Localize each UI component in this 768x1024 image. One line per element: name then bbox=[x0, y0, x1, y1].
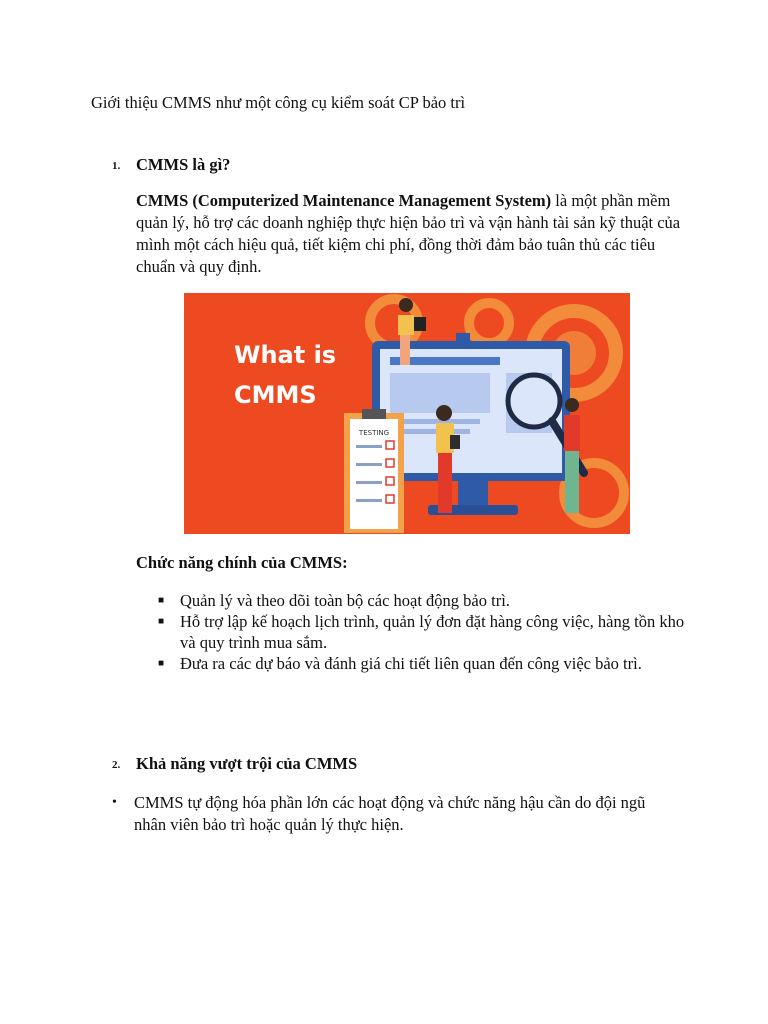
person-man bbox=[565, 398, 579, 412]
cmms-definition-term: CMMS (Computerized Maintenance Management System) bbox=[136, 191, 552, 210]
illustration-title-line2: CMMS bbox=[234, 381, 317, 409]
person-woman bbox=[436, 405, 452, 421]
list-item: ■ Quản lý và theo dõi toàn bộ các hoạt động bảo trì. bbox=[158, 591, 510, 610]
list-item: • CMMS tự động hóa phần lớn các hoạt động và chức năng hậu cần do đội ngũ nhân viên bảo trì hoặc quản lý thực hiện. bbox=[112, 793, 646, 834]
square-bullet-icon: ■ bbox=[158, 595, 165, 606]
section-1-heading: CMMS là gì? bbox=[136, 155, 231, 174]
clipboard-label: TESTING bbox=[358, 429, 390, 437]
cmms-definition-text: là một phần mềm quản lý, hỗ trợ các doanh nghiệp thực hiện bảo trì và vận hành tài sản kỹ thuật của mình một cách hiệu quả, tiết kiệm chi phí, đồng thời đảm bảo tuân thủ các tiêu chuẩn và quy định. bbox=[136, 191, 681, 276]
section-2-number: 2. bbox=[112, 759, 121, 771]
section-1-paragraph bbox=[136, 190, 696, 278]
square-bullet-icon: ■ bbox=[158, 658, 165, 669]
list-item: ■ Hỗ trợ lập kế hoạch lịch trình, quản lý đơn đặt hàng công việc, hàng tồn kho và quy trình mua sắm. bbox=[158, 612, 685, 652]
intro-line: Giới thiệu CMMS như một công cụ kiểm soát CP bảo trì bbox=[91, 93, 466, 112]
square-bullet-icon: ■ bbox=[158, 616, 165, 627]
functions-heading: Chức năng chính của CMMS: bbox=[136, 553, 348, 572]
section-1-number: 1. bbox=[112, 160, 121, 172]
monitor-neck bbox=[458, 481, 488, 507]
functions-list bbox=[158, 590, 698, 674]
illustration-title-line1: What is bbox=[234, 341, 337, 369]
dot-bullet-icon: • bbox=[112, 795, 117, 810]
what-is-cmms-illustration bbox=[184, 293, 630, 534]
section-2-heading: Khả năng vượt trội của CMMS bbox=[136, 754, 358, 773]
list-item: ■ Đưa ra các dự báo và đánh giá chi tiết liên quan đến công việc bảo trì. bbox=[158, 654, 642, 673]
advantages-list bbox=[112, 792, 672, 836]
